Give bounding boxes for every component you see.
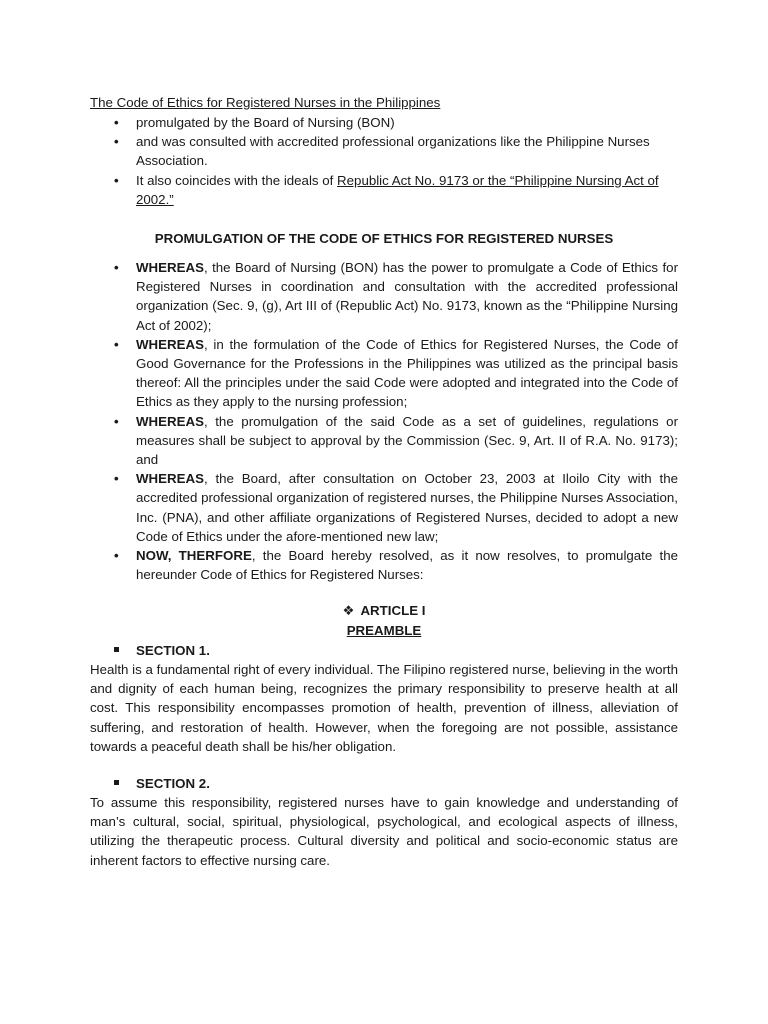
whereas-text: , the promulgation of the said Code as a set of guidelines, regulations or measures shall be subject to approval by the Commission (Sec. 9, Art. II of R.A. No. 9173); and xyxy=(136,413,678,468)
whereas-item xyxy=(90,469,678,546)
republic-act-link[interactable]: Republic Act No. 9173 or the “Philippine Nursing Act of 2002.” xyxy=(136,172,659,207)
document-title: The Code of Ethics for Registered Nurses in the Philippines xyxy=(90,95,441,110)
diamond-bullet-icon: ❖ xyxy=(342,603,355,618)
whereas-lead: WHEREAS xyxy=(136,336,204,352)
whereas-lead: WHEREAS xyxy=(136,260,204,275)
intro-bullet-list xyxy=(90,113,680,209)
section-2-label xyxy=(114,774,210,793)
whereas-lead: NOW, THERFORE xyxy=(136,548,252,564)
whereas-list xyxy=(90,258,678,584)
whereas-item xyxy=(90,412,678,470)
whereas-text: , in the formulation of the Code of Ethics for Registered Nurses, the Code of Good Governance for the Professions in the Philippines was utilized as the principal basis thereof: All the principles under the said Code were adopted and integrated into the Code of Ethics as they apply to the nursing profession; xyxy=(136,336,678,410)
intro-bullet xyxy=(90,132,680,170)
whereas-item xyxy=(90,546,678,584)
whereas-lead: WHEREAS xyxy=(136,471,204,487)
intro-bullet-text: It also coincides with the ideals of xyxy=(136,172,338,188)
whereas-item xyxy=(90,258,678,335)
section-label-text: SECTION 1. xyxy=(136,643,210,658)
square-bullet-icon xyxy=(114,647,119,652)
square-bullet-icon xyxy=(114,780,119,785)
whereas-lead: WHEREAS xyxy=(136,413,204,429)
intro-bullet xyxy=(90,113,680,132)
section-label-text: SECTION 2. xyxy=(136,776,210,791)
article-label: ARTICLE I xyxy=(360,603,426,618)
intro-bullet-text: and was consulted with accredited professional organizations like the Philippine Nurses Association. xyxy=(136,134,650,169)
whereas-text: , the Board of Nursing (BON) has the power to promulgate a Code of Ethics for Registered Nurses in coordination and consultation with the accredited professional organization (Sec. 9, (g), Art III of (Republic Act) No. 9173, known as the “Philippine Nursing Act of 2002); xyxy=(136,260,678,333)
preamble-heading: PREAMBLE xyxy=(346,623,422,638)
whereas-item xyxy=(90,335,678,412)
whereas-text: , the Board hereby resolved, as it now resolves, to promulgate the hereunder Code of Ethics for Registered Nurses: xyxy=(136,548,678,583)
article-heading xyxy=(90,601,678,620)
intro-bullet-text: promulgated by the Board of Nursing (BON) xyxy=(136,115,395,130)
section-2-body: To assume this responsibility, registered nurses have to gain knowledge and understanding of man’s cultural, social, spiritual, physiological, psychological, and ecological aspects of illness, utilizing the therapeutic process. Cultural diversity and political and socio-economic status are inherent factors to effective nursing care. xyxy=(90,795,678,868)
section-1-body: Health is a fundamental right of every individual. The Filipino registered nurse, believing in the worth and dignity of each human being, recognizes the primary responsibility to preserve health at all cost. This responsibility encompasses promotion of health, prevention of illness, alleviation of suffering, and restoration of health. However, when the foregoing are not possible, assistance towards a peaceful death shall be his/her obligation. xyxy=(90,662,678,754)
whereas-text: , the Board, after consultation on October 23, 2003 at Iloilo City with the accredited professional organization of registered nurses, the Philippine Nurses Association, Inc. (PNA), and other affiliate organizations of Registered Nurses, decided to adopt a new Code of Ethics under the afore-mentioned new law; xyxy=(136,471,678,544)
promulgation-heading: PROMULGATION OF THE CODE OF ETHICS FOR REGISTERED NURSES xyxy=(154,231,614,246)
intro-bullet xyxy=(90,171,680,209)
section-1-label xyxy=(114,641,210,660)
